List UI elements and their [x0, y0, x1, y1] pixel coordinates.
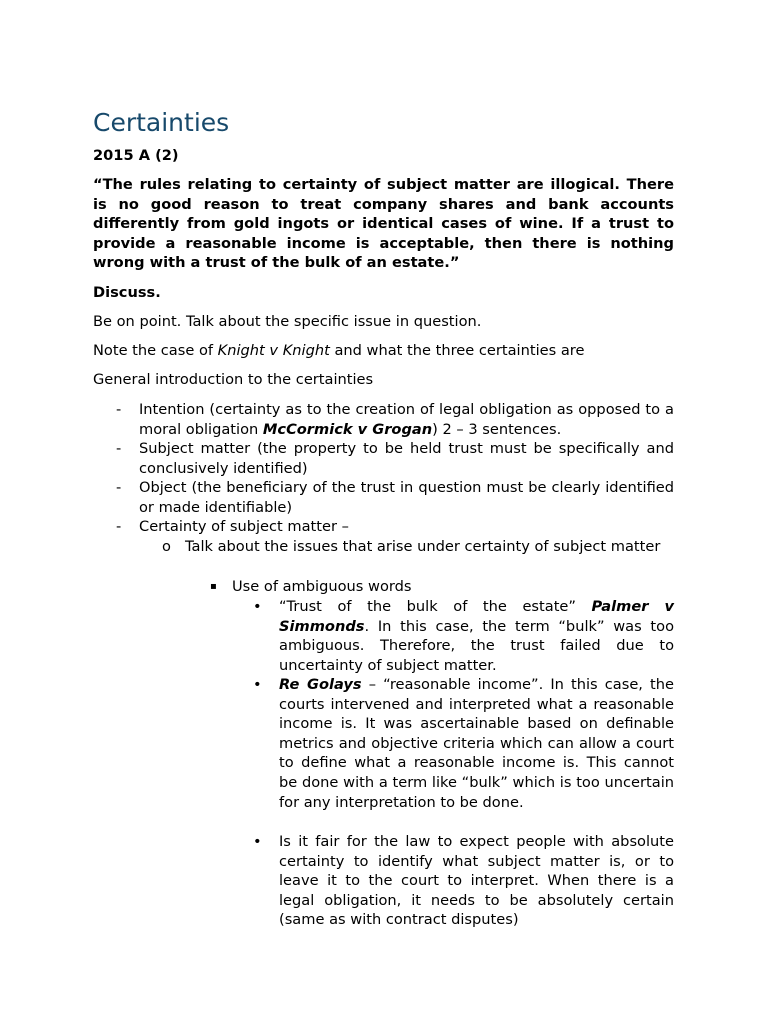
palmer-text-before: “Trust of the bulk of the estate”: [279, 598, 592, 615]
list-item-fairness: Is it fair for the law to expect people with absolute certainty to identify what subject matter is, or to leave it to the court to interpret. When there is a legal obligation, it needs to be absolutely certain (same as with contract disputes): [279, 833, 674, 929]
palmer-text-after: . In this case, the term “bulk” was too ambiguous. Therefore, the trust failed due to uncertainty of subject matter.: [279, 617, 674, 674]
golay-text: – “reasonable income”. In this case, the courts intervened and interpreted what a reasonable income is. It was ascertainable based on definable metrics and objective criteria which can allow a court to define what a reasonable income is. This cannot be done with a term like “bulk” which is too uncertain for any interpretation to be done.: [279, 676, 674, 811]
intention-text-after: ) 2 – 3 sentences.: [432, 420, 562, 438]
list-item-ambiguous-words: Use of ambiguous words: [232, 578, 412, 595]
dot-bullet-icon: •: [253, 833, 262, 850]
paragraph-knight-text-before: Note the case of: [93, 342, 218, 359]
dash-bullet-icon: -: [116, 401, 122, 418]
discuss-instruction: Discuss.: [93, 284, 161, 301]
list-item-subject-matter: Subject matter (the property to be held trust must be specifically and conclusively identified): [139, 440, 674, 477]
circle-bullet-icon: o: [162, 538, 171, 555]
dash-bullet-icon: -: [116, 440, 122, 457]
dot-bullet-icon: •: [253, 676, 262, 693]
list-item-certainty-subject: Certainty of subject matter –: [139, 518, 349, 535]
dash-bullet-icon: -: [116, 479, 122, 496]
list-item-object: Object (the beneficiary of the trust in question must be clearly identified or made identifiable): [139, 479, 674, 516]
case-name-palmer: Palmer v Simmonds: [279, 598, 674, 635]
dash-bullet-icon: -: [116, 518, 122, 535]
case-name-golay: Re Golays: [279, 676, 362, 693]
paragraph-knight-text-after: and what the three certainties are: [329, 342, 585, 359]
case-name-mccormick: McCormick v Grogan: [262, 420, 433, 438]
list-item-palmer: [279, 597, 674, 675]
list-item-intention: [139, 400, 674, 439]
intention-text: Intention (certainty as to the creation of legal obligation as opposed to a moral obligation: [139, 401, 674, 438]
question-quote: “The rules relating to certainty of subject matter are illogical. There is no good reason to treat company shares and bank accounts differently from gold ingots or identical cases of wine. If a trust to provide a reasonable income is acceptable, then there is nothing wrong with a trust of the bulk of an estate.”: [93, 176, 674, 272]
paragraph-knight-case: [93, 341, 674, 361]
question-reference: 2015 A (2): [93, 147, 179, 164]
case-name-knight: Knight v Knight: [217, 342, 330, 359]
dot-bullet-icon: •: [253, 598, 262, 615]
list-item-issues: Talk about the issues that arise under certainty of subject matter: [185, 538, 661, 555]
document-title: Certainties: [93, 108, 230, 137]
square-bullet-icon: ▪: [210, 581, 217, 592]
paragraph-be-on-point: Be on point. Talk about the specific issue in question.: [93, 313, 482, 330]
paragraph-general-intro: General introduction to the certainties: [93, 371, 374, 388]
list-item-golay: [279, 675, 674, 812]
